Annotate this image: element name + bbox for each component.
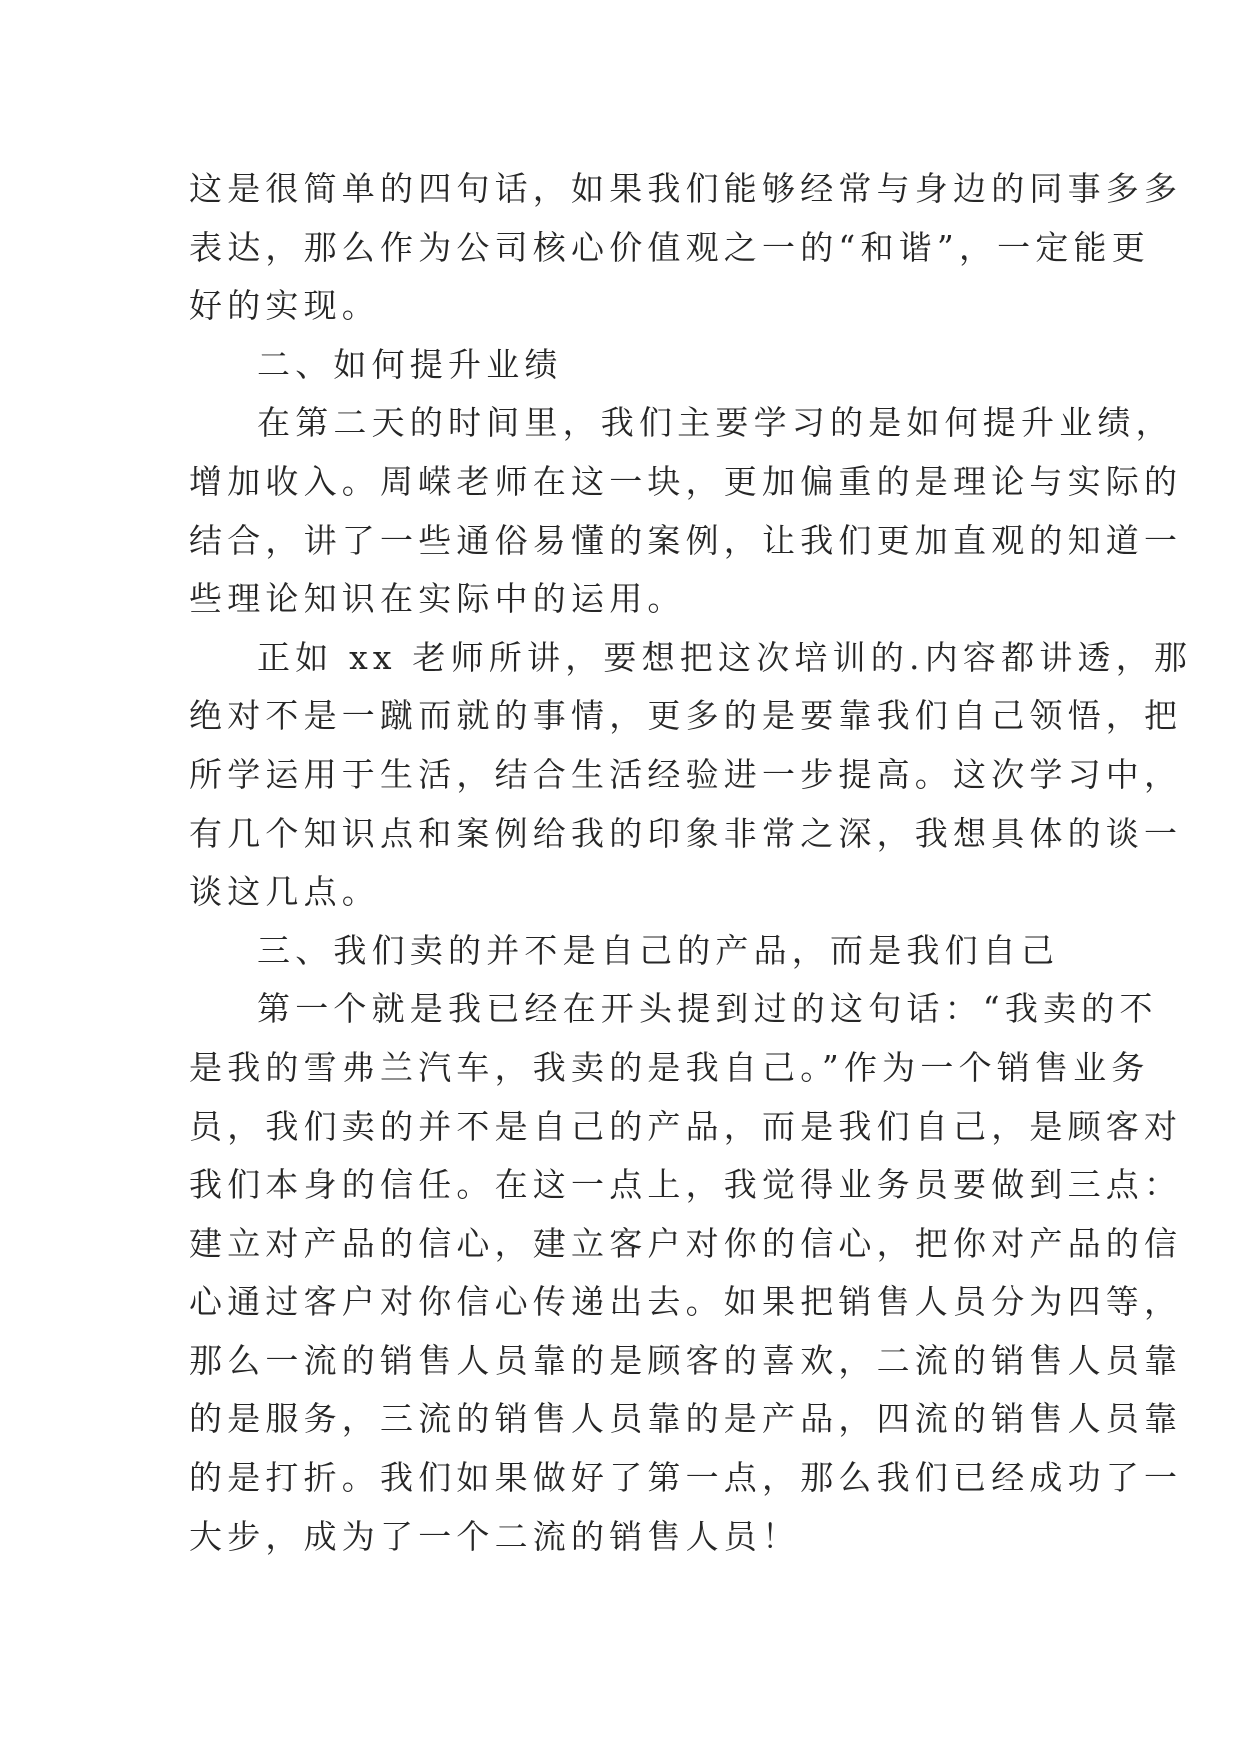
text-line: 谈这几点。 [189,872,380,912]
text-line: 心通过客户对你信心传递出去。如果把销售人员分为四等， [189,1282,1183,1322]
text-line: 好的实现。 [189,286,380,326]
document-body [189,160,1193,1566]
text-line: 所学运用于生活，结合生活经验进一步提高。这次学习中， [189,754,1183,794]
text-line: 那么一流的销售人员靠的是顾客的喜欢，二流的销售人员靠 [189,1340,1183,1380]
text-line: 增加收入。周嵘老师在这一块，更加偏重的是理论与实际的 [189,461,1183,501]
text-line: 些理论知识在实际中的运用。 [189,579,686,619]
text-line: 表达，那么作为公司核心价值观之一的“和谐”，一定能更 [189,227,1150,267]
text-line: 有几个知识点和案例给我的印象非常之深，我想具体的谈一 [189,813,1183,853]
text-line: 结合，讲了一些通俗易懂的案例，让我们更加直观的知道一 [189,520,1183,560]
text-line: 二、如何提升业绩 [257,344,563,384]
text-line: 员，我们卖的并不是自己的产品，而是我们自己，是顾客对 [189,1106,1183,1146]
text-line: 这是很简单的四句话，如果我们能够经常与身边的同事多多 [189,169,1183,208]
text-line: 第一个就是我已经在开头提到过的这句话：“我卖的不 [257,989,1158,1029]
text-line: 的是打折。我们如果做好了第一点，那么我们已经成功了一 [189,1458,1183,1498]
text-line: 我们本身的信任。在这一点上，我觉得业务员要做到三点： [189,1165,1183,1205]
text-line: 的是服务，三流的销售人员靠的是产品，四流的销售人员靠 [189,1399,1183,1439]
text-line: 大步，成为了一个二流的销售人员！ [189,1516,801,1556]
text-line: 建立对产品的信心，建立客户对你的信心，把你对产品的信 [189,1223,1183,1263]
text-line: 是我的雪弗兰汽车，我卖的是我自己。”作为一个销售业务 [189,1047,1150,1087]
text-line: 绝对不是一蹴而就的事情，更多的是要靠我们自己领悟，把 [189,696,1183,736]
text-line: 在第二天的时间里，我们主要学习的是如何提升业绩， [257,403,1174,443]
text-line: 正如 xx 老师所讲，要想把这次培训的.内容都讲透，那 [257,637,1193,677]
text-line: 三、我们卖的并不是自己的产品，而是我们自己 [257,930,1060,970]
